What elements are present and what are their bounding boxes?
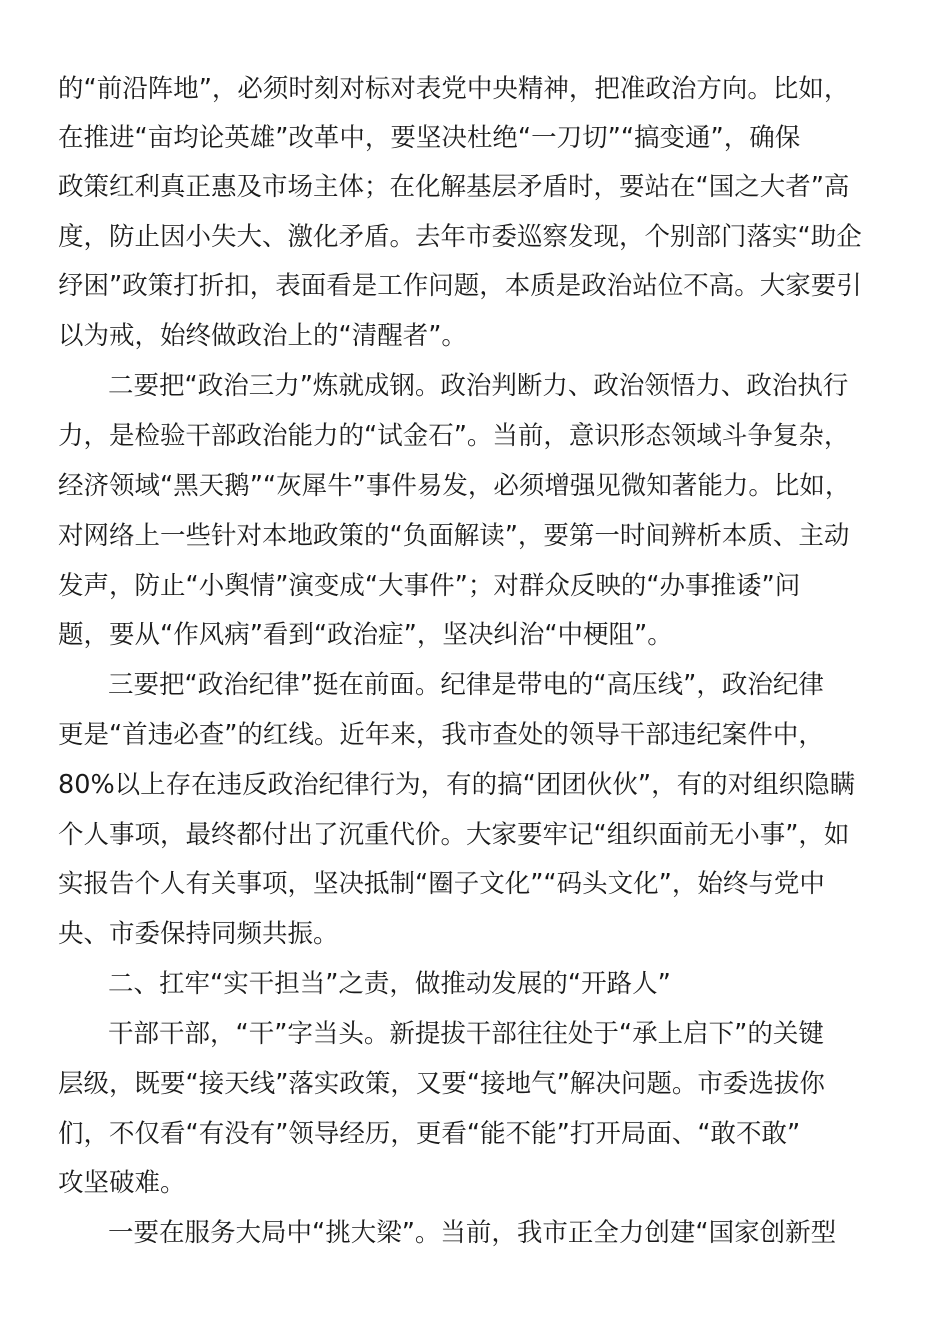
text-line-22: 们，不仅看“有没有”领导经历，更看“能不能”打开局面、“敢不敢” [58,1119,801,1149]
text-line-23: 攻坚破难。 [58,1168,186,1198]
text-line-11: 发声，防止“小舆情”演变成“大事件”；对群众反映的“办事推诿”问 [58,571,801,601]
text-line-5: 纾困”政策打折扣，表面看是工作问题，本质是政治站位不高。大家要引 [58,271,862,301]
text-line-2: 在推进“亩均论英雄”改革中，要坚决杜绝“一刀切”“搞变通”，确保 [58,123,801,153]
text-line-8: 力，是检验干部政治能力的“试金石”。当前，意识形态领域斗争复杂， [58,421,850,451]
text-line-17: 实报告个人有关事项，坚决抵制“圈子文化”“码头文化”，始终与党中 [58,869,825,899]
text-line-18: 央、市委保持同频共振。 [58,919,339,949]
paragraph-start-line: 干部干部，“干”字当头。新提拔干部往往处于“承上启下”的关键 [108,1019,824,1049]
text-line-10: 对网络上一些针对本地政策的“负面解读”，要第一时间辨析本质、主动 [58,521,850,551]
text-line-21: 层级，既要“接天线”落实政策，又要“接地气”解决问题。市委选拔你 [58,1069,825,1099]
text-line-6: 以为戒，始终做政治上的“清醒者”。 [58,321,467,351]
section-heading: 二、扛牢“实干担当”之责，做推动发展的“开路人” [108,969,671,999]
text-line-12: 题，要从“作风病”看到“政治症”，坚决纠治“中梗阻”。 [58,620,673,650]
paragraph-start-line: 二要把“政治三力”炼就成钢。政治判断力、政治领悟力、政治执行 [108,371,849,401]
text-line-14: 更是“首违必查”的红线。近年来，我市查处的领导干部违纪案件中， [58,720,824,750]
paragraph-start-line: 三要把“政治纪律”挺在前面。纪律是带电的“高压线”，政治纪律 [108,670,824,700]
text-line-4: 度，防止因小失大、激化矛盾。去年市委巡察发现，个别部门落实“助企 [58,222,862,252]
text-line-3: 政策红利真正惠及市场主体；在化解基层矛盾时，要站在“国之大者”高 [58,172,850,202]
text-line-15: 80%以上存在违反政治纪律行为，有的搞“团团伙伙”，有的对组织隐瞒 [58,770,856,800]
text-line-9: 经济领域“黑天鹅”“灰犀牛”事件易发，必须增强见微知著能力。比如， [58,471,851,501]
text-line-16: 个人事项，最终都付出了沉重代价。大家要牢记“组织面前无小事”，如 [58,820,850,850]
text-line-1: 的“前沿阵地”，必须时刻对标对表党中央精神，把准政治方向。比如， [58,74,850,104]
paragraph-start-line: 一要在服务大局中“挑大梁”。当前，我市正全力创建“国家创新型 [108,1218,837,1248]
